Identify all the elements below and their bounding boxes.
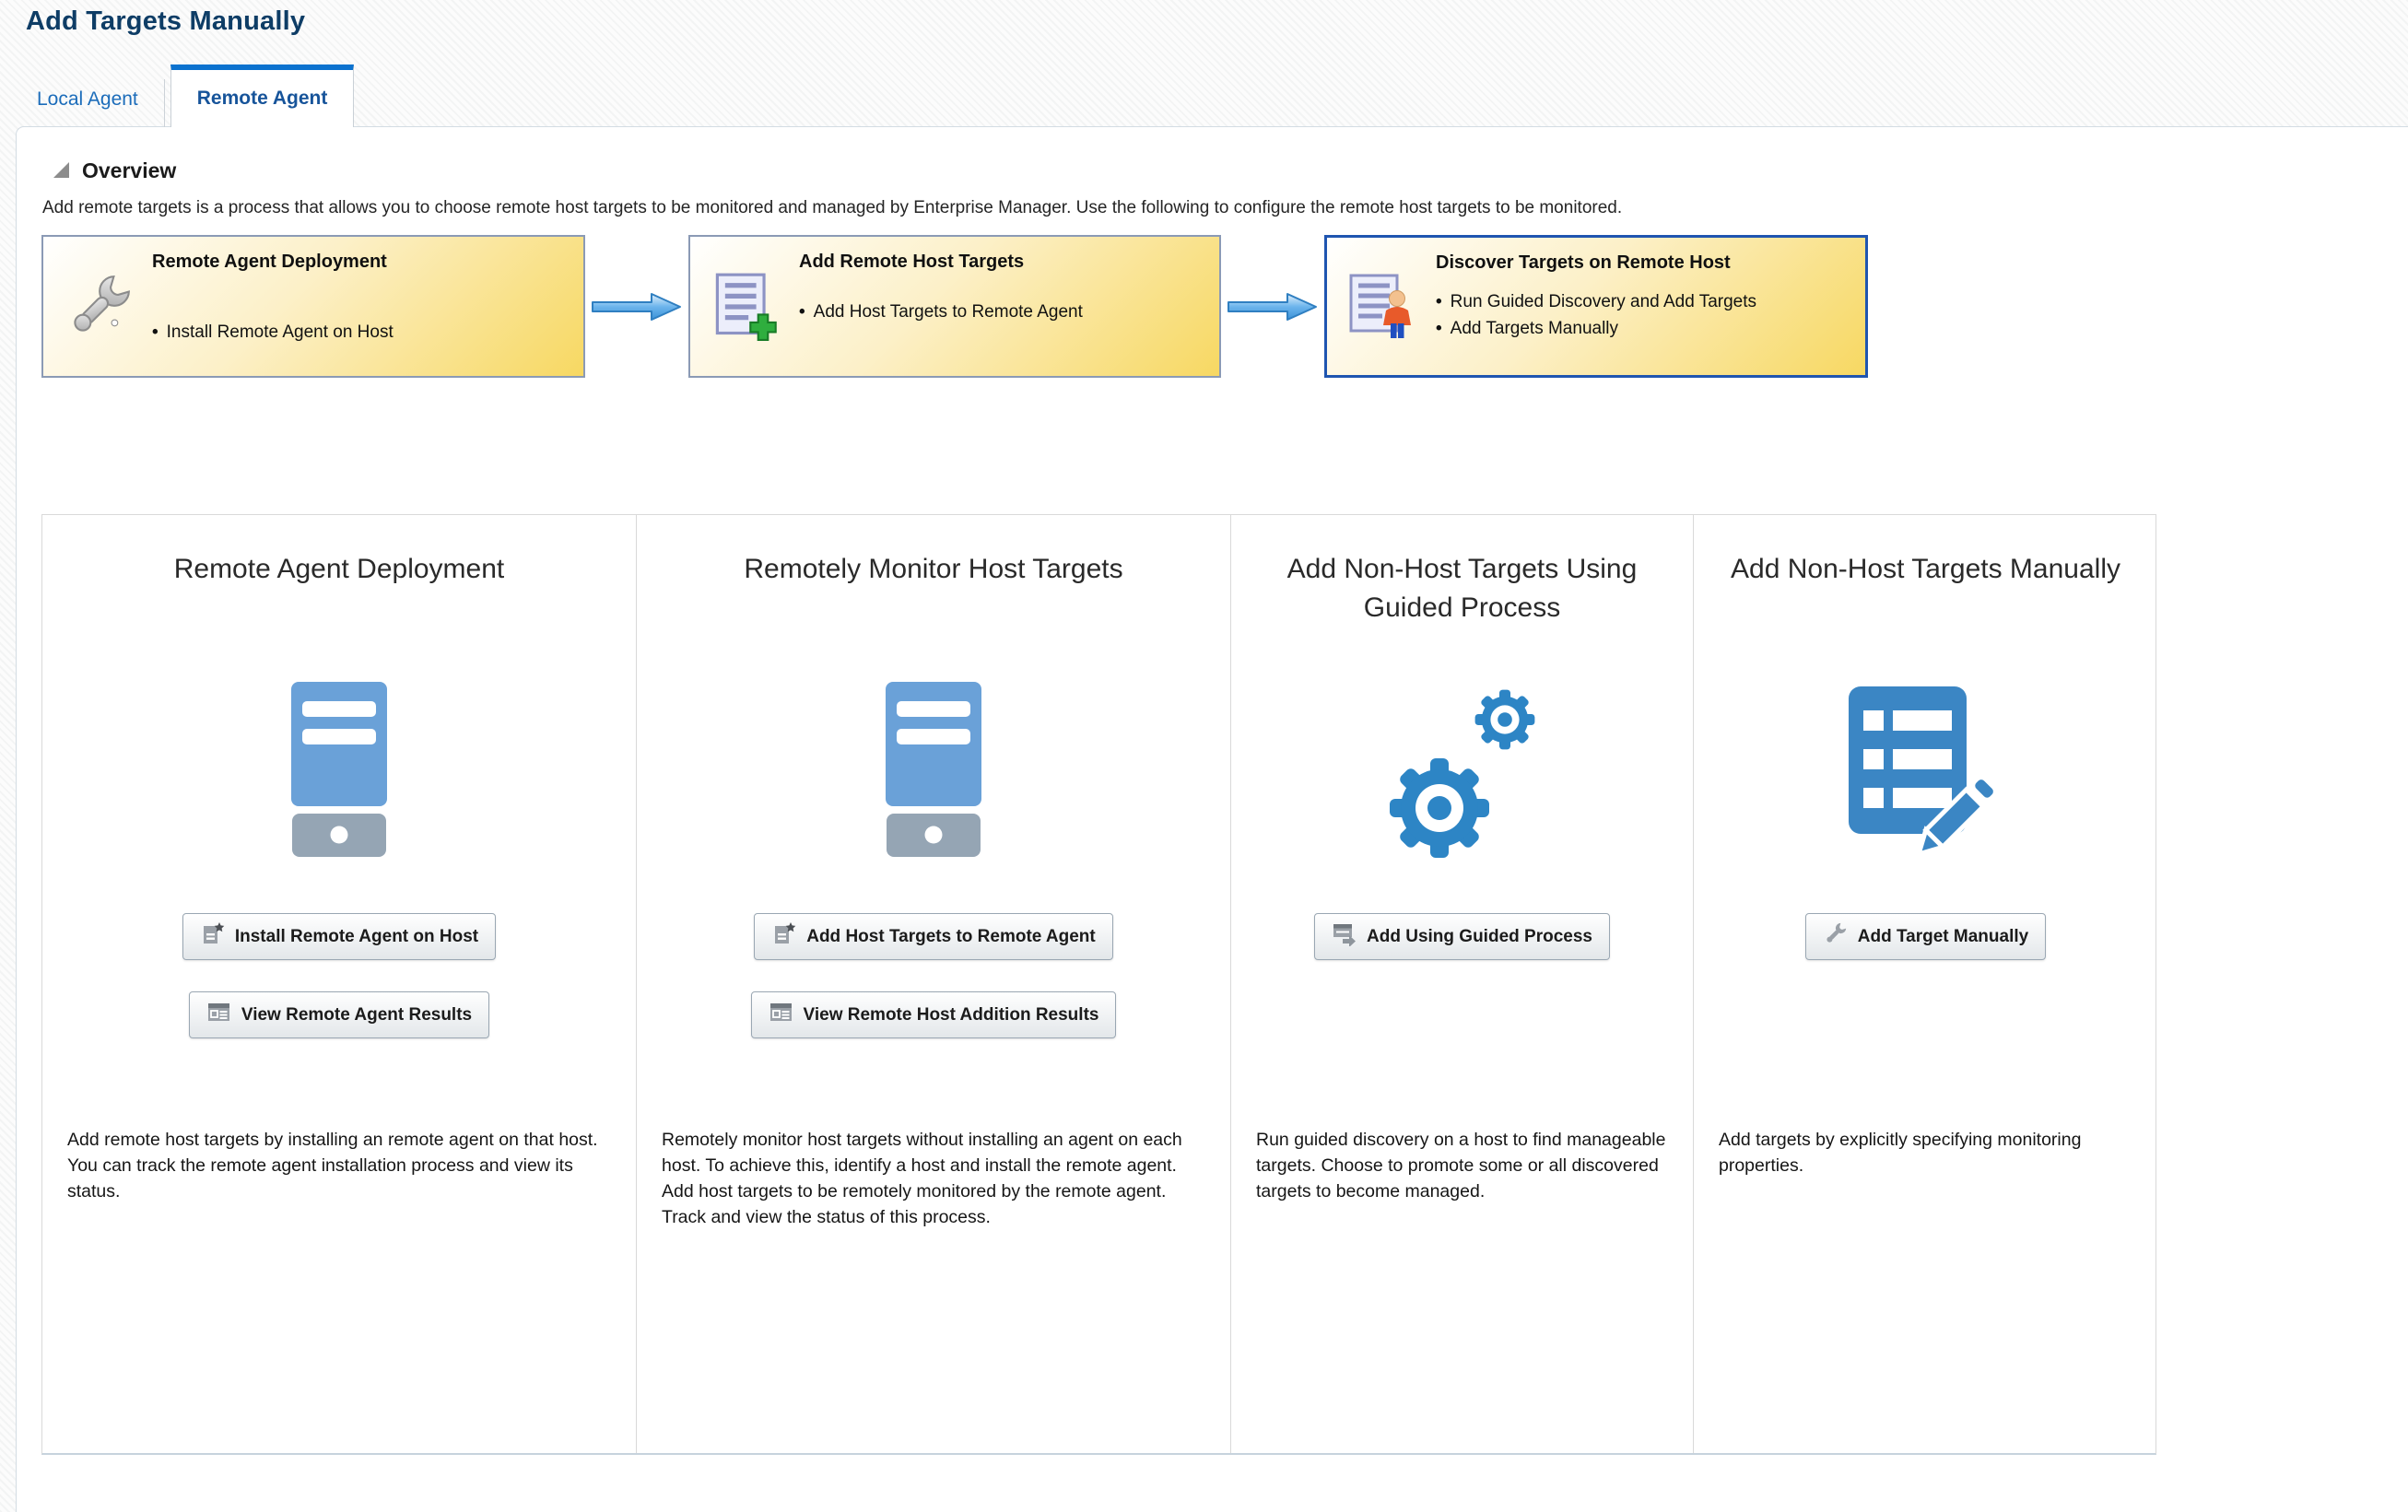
wrench-icon	[54, 244, 143, 369]
flow-step-title: Discover Targets on Remote Host	[1436, 252, 1731, 273]
card-add-non-host-targets-manually	[1694, 515, 2157, 1453]
report-icon	[206, 1000, 231, 1030]
document-new-icon	[200, 921, 225, 952]
page-header	[0, 0, 2408, 126]
card-title: Add Non-Host Targets Manually	[1731, 554, 2120, 584]
page-title: Add Targets Manually	[26, 6, 306, 36]
card-title: Add Non-Host Targets Using Guided Process	[1286, 554, 1638, 623]
card-remotely-monitor-host-targets	[637, 515, 1231, 1453]
view-remote-host-addition-results-button[interactable]: View Remote Host Addition Results	[751, 991, 1117, 1038]
card-remote-agent-deployment	[42, 515, 637, 1453]
flow-bullet: • Add Targets Manually	[1436, 319, 1619, 338]
server-icon	[637, 631, 1230, 908]
overview-section-header[interactable]	[53, 158, 2408, 183]
flow-arrow-icon	[1221, 291, 1324, 322]
view-remote-agent-results-button[interactable]: View Remote Agent Results	[189, 991, 489, 1038]
window-arrow-icon	[1332, 921, 1357, 952]
document-new-icon	[771, 921, 796, 952]
tab-remote-agent[interactable]	[170, 64, 355, 127]
card-title: Remote Agent Deployment	[173, 554, 505, 584]
card-add-non-host-targets-guided	[1231, 515, 1694, 1453]
card-description: Remotely monitor host targets without installing an agent on each host. To achieve this, identify a host and install the remote agent. Add host targets to be remotely monitored by the remote agent. Track and view the status of this process.	[662, 1130, 1182, 1227]
process-flow-diagram	[41, 235, 2408, 378]
install-remote-agent-button[interactable]: Install Remote Agent on Host	[182, 913, 496, 960]
document-person-icon	[1338, 245, 1427, 368]
flow-bullet: • Install Remote Agent on Host	[152, 322, 394, 342]
document-add-icon	[701, 244, 790, 369]
options-grid	[41, 514, 2156, 1455]
tab-remote-agent-label: Remote Agent	[196, 88, 328, 109]
add-host-targets-button[interactable]: Add Host Targets to Remote Agent	[754, 913, 1113, 960]
flow-bullet: • Add Host Targets to Remote Agent	[799, 302, 1083, 322]
card-title: Remotely Monitor Host Targets	[744, 554, 1123, 584]
gears-icon	[1231, 631, 1693, 908]
card-description: Add targets by explicitly specifying monitoring properties.	[1719, 1130, 2082, 1176]
flow-step-remote-agent-deployment	[41, 235, 585, 378]
wrench-small-icon	[1823, 921, 1848, 952]
overview-heading: Overview	[82, 158, 177, 182]
checklist-pencil-icon	[1694, 631, 2157, 908]
flow-arrow-icon	[585, 291, 688, 322]
add-target-manually-button[interactable]: Add Target Manually	[1805, 913, 2046, 960]
tab-local-agent[interactable]	[18, 79, 165, 127]
card-description: Add remote host targets by installing an remote agent on that host. You can track the remote agent installation process and view its status.	[67, 1130, 598, 1201]
flow-step-add-remote-host-targets	[688, 235, 1221, 378]
server-icon	[42, 631, 636, 908]
flow-bullet: • Run Guided Discovery and Add Targets	[1436, 292, 1756, 311]
report-icon	[769, 1000, 793, 1030]
tab-bar	[18, 64, 354, 127]
remote-agent-tab-panel	[16, 126, 2408, 1512]
overview-description: Add remote targets is a process that allows you to choose remote host targets to be monitored and managed by Enterprise Manager. Use the following to configure the remote host targets to be monitored.	[42, 198, 1623, 217]
add-using-guided-process-button[interactable]: Add Using Guided Process	[1314, 913, 1610, 960]
flow-step-discover-targets-on-remote-host	[1324, 235, 1868, 378]
flow-step-title: Add Remote Host Targets	[799, 252, 1025, 272]
card-description: Run guided discovery on a host to find manageable targets. Choose to promote some or all discovered targets to become managed.	[1256, 1130, 1666, 1201]
flow-step-title: Remote Agent Deployment	[152, 252, 387, 272]
disclosure-triangle-icon	[53, 162, 69, 178]
tab-local-agent-label: Local Agent	[37, 88, 138, 110]
